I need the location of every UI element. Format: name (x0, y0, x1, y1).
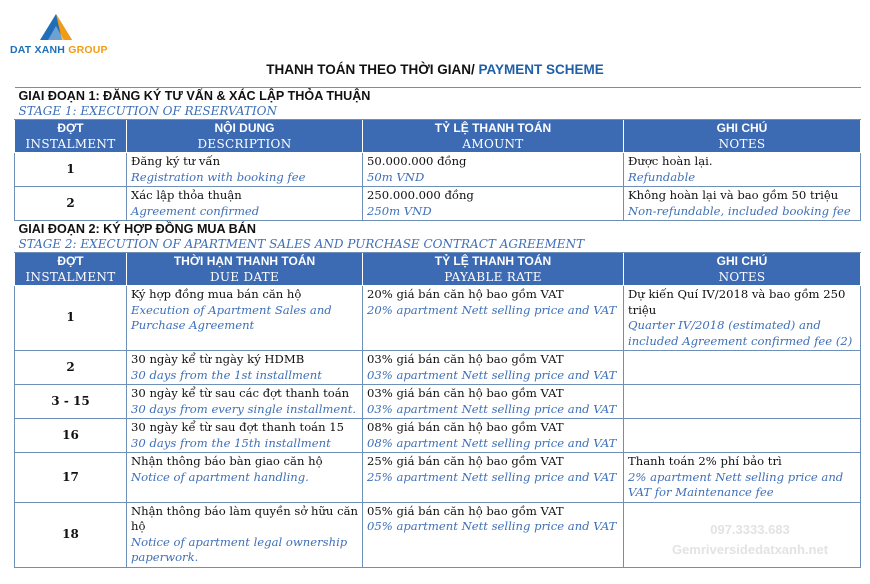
table-row (15, 385, 861, 419)
instalment-number: 17 (15, 453, 127, 503)
description-cell (127, 187, 363, 221)
due-date-cell (127, 351, 363, 385)
notes-cell (624, 385, 861, 419)
instalment-number: 1 (15, 286, 127, 351)
notes-vn: Dự kiến Quí IV/2018 và bao gồm 250 triệu (628, 287, 846, 317)
notes-vn: Không hoàn lại và bao gồm 50 triệu (628, 188, 839, 202)
due-date-cell (127, 286, 363, 351)
table-row (15, 419, 861, 453)
header-en: INSTALMENT (25, 137, 116, 151)
notes-en: Non-refundable, included booking fee (628, 203, 851, 218)
description-en: Registration with booking fee (131, 169, 306, 184)
rate-cell (363, 351, 624, 385)
table-row (15, 453, 861, 503)
notes-cell (624, 187, 861, 221)
due-date-cell (127, 453, 363, 503)
notes-cell (624, 419, 861, 453)
stage2-title-en: STAGE 2: EXECUTION OF APARTMENT SALES AND PURCHASE CONTRACT AGREEMENT (18, 237, 585, 251)
rate-vn: 05% giá bán căn hộ bao gồm VAT (367, 503, 564, 518)
rate-en: 20% apartment Nett selling price and VAT (367, 302, 617, 317)
header-en: NOTES (718, 137, 766, 151)
instalment-number: 2 (15, 351, 127, 385)
due-date-en: Execution of Apartment Sales and Purchase Agreement (131, 302, 332, 332)
due-date-vn: 30 ngày kể từ sau đợt thanh toán 15 (131, 420, 345, 434)
payment-scheme-table (14, 87, 861, 568)
due-date-en: 30 days from the 15th installment (131, 435, 331, 450)
notes-en: Refundable (628, 169, 696, 184)
stage2-header-row (15, 253, 861, 286)
table-row (15, 187, 861, 221)
header-notes (624, 120, 861, 153)
rate-cell (363, 286, 624, 351)
rate-vn: 25% giá bán căn hộ bao gồm VAT (367, 454, 564, 468)
description-cell (127, 153, 363, 187)
due-date-en: 30 days from every single installment. (131, 401, 357, 416)
table-row (15, 153, 861, 187)
notes-vn: Thanh toán 2% phí bảo trì (628, 454, 782, 468)
logo-group: GROUP (68, 44, 108, 56)
amount-en: 50m VND (367, 169, 425, 184)
header-instalment (15, 120, 127, 153)
due-date-vn: Nhận thông báo bàn giao căn hộ (131, 454, 323, 468)
stage1-title (15, 88, 861, 120)
notes-en: Quarter IV/2018 (estimated) and included Agreement confirmed fee (2) (628, 318, 853, 348)
watermark-phone: 097.3333.683 (710, 522, 790, 537)
rate-vn: 20% giá bán căn hộ bao gồm VAT (367, 287, 564, 301)
table-row (15, 286, 861, 351)
due-date-cell (127, 419, 363, 453)
title-en: PAYMENT SCHEME (478, 62, 604, 77)
notes-cell (624, 286, 861, 351)
rate-vn: 08% giá bán căn hộ bao gồm VAT (367, 420, 564, 434)
amount-en: 250m VND (367, 203, 432, 218)
notes-cell (624, 453, 861, 503)
header-notes (624, 253, 861, 286)
instalment-number: 1 (15, 153, 127, 187)
amount-vn: 50.000.000 đồng (367, 154, 467, 168)
amount-vn: 250.000.000 đồng (367, 188, 474, 202)
header-vn: THỜI HẠN THANH TOÁN (173, 254, 316, 268)
due-date-en: Notice of apartment legal ownership paperwork. (131, 534, 348, 564)
amount-cell (363, 187, 624, 221)
logo-brand: DAT XANH (10, 44, 66, 56)
stage2-title (15, 221, 861, 253)
table-row (15, 351, 861, 385)
due-date-vn: Nhận thông báo làm quyền sở hữu căn hộ (131, 503, 358, 533)
header-vn: TỶ LỆ THANH TOÁN (434, 121, 552, 135)
instalment-number: 3 - 15 (15, 385, 127, 419)
rate-en: 05% apartment Nett selling price and VAT (367, 519, 617, 533)
watermark-site: Gemriversidedatxanh.net (671, 542, 829, 557)
instalment-number: 2 (15, 187, 127, 221)
logo-text (10, 44, 108, 56)
description-en: Agreement confirmed (131, 203, 260, 218)
title-vn: THANH TOÁN THEO THỜI GIAN/ (266, 62, 479, 77)
header-en: AMOUNT (462, 137, 524, 151)
header-due-date (127, 253, 363, 286)
rate-en: 03% apartment Nett selling price and VAT (367, 401, 617, 416)
notes-cell (624, 351, 861, 385)
header-vn: ĐỢT (57, 254, 84, 268)
header-amount (363, 120, 624, 153)
header-vn: NỘI DUNG (214, 121, 275, 135)
rate-vn: 03% giá bán căn hộ bao gồm VAT (367, 386, 564, 400)
due-date-vn: 30 ngày kể từ sau các đợt thanh toán (131, 386, 350, 400)
due-date-en: 30 days from the 1st installment (131, 367, 322, 382)
header-en: DESCRIPTION (197, 137, 292, 151)
header-en: DUE DATE (209, 270, 280, 284)
stage1-title-row (15, 88, 861, 120)
header-en: NOTES (718, 270, 766, 284)
stage1-title-vn: GIAI ĐOẠN 1: ĐĂNG KÝ TƯ VẤN & XÁC LẬP THỎA THUẬN (18, 89, 371, 103)
due-date-cell (127, 385, 363, 419)
notes-cell (624, 153, 861, 187)
header-vn: TỶ LỆ THANH TOÁN (434, 254, 552, 268)
header-en: PAYABLE RATE (444, 270, 542, 284)
page-title (0, 62, 870, 77)
notes-vn: Được hoàn lại. (628, 154, 713, 168)
header-vn: ĐỢT (57, 121, 84, 135)
due-date-en: Notice of apartment handling. (131, 469, 309, 484)
notes-en: 2% apartment Nett selling price and VAT for Maintenance fee (628, 469, 844, 499)
stage1-title-en: STAGE 1: EXECUTION OF RESERVATION (18, 104, 277, 118)
description-vn: Xác lập thỏa thuận (131, 188, 242, 202)
rate-en: 08% apartment Nett selling price and VAT (367, 435, 617, 450)
rate-cell (363, 453, 624, 503)
instalment-number: 18 (15, 502, 127, 567)
rate-cell (363, 385, 624, 419)
header-description (127, 120, 363, 153)
watermark (640, 520, 860, 560)
header-vn: GHI CHÚ (716, 121, 768, 135)
stage2-title-row (15, 221, 861, 253)
description-vn: Đăng ký tư vấn (131, 154, 221, 168)
amount-cell (363, 153, 624, 187)
due-date-vn: Ký hợp đồng mua bán căn hộ (131, 287, 302, 301)
due-date-vn: 30 ngày kể từ ngày ký HDMB (131, 352, 305, 366)
due-date-cell (127, 502, 363, 567)
rate-vn: 03% giá bán căn hộ bao gồm VAT (367, 352, 564, 366)
header-en: INSTALMENT (25, 270, 116, 284)
rate-cell (363, 502, 624, 567)
rate-en: 03% apartment Nett selling price and VAT (367, 367, 617, 382)
header-instalment (15, 253, 127, 286)
header-payable-rate (363, 253, 624, 286)
stage1-header-row (15, 120, 861, 153)
instalment-number: 16 (15, 419, 127, 453)
header-vn: GHI CHÚ (716, 254, 768, 268)
rate-cell (363, 419, 624, 453)
stage2-title-vn: GIAI ĐOẠN 2: KÝ HỢP ĐỒNG MUA BÁN (18, 222, 256, 236)
rate-en: 25% apartment Nett selling price and VAT (367, 469, 617, 484)
